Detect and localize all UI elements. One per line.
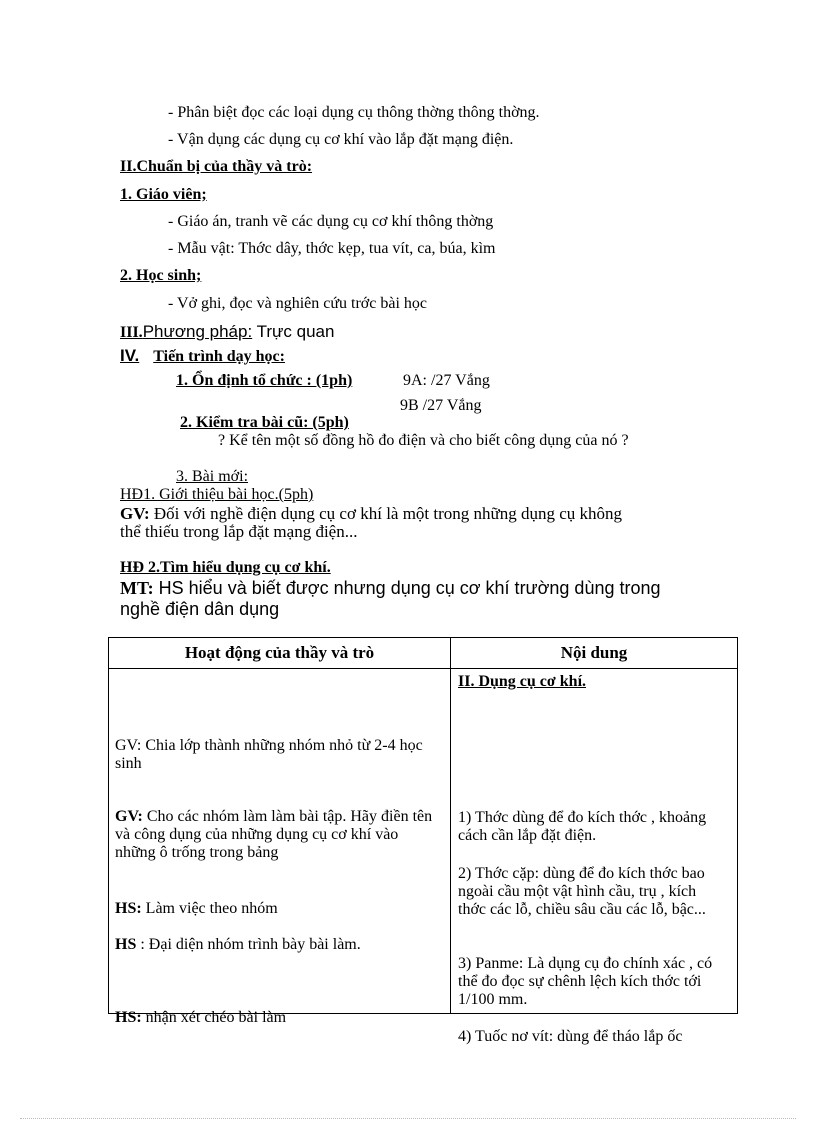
left-para-5-text: nhận xét chéo bài làm: [141, 1009, 287, 1026]
table-left-cell: [109, 669, 451, 1026]
left-para-5: [115, 1009, 441, 1027]
step-2-label: 2. Kiểm tra bài cũ: (5ph): [180, 414, 349, 431]
table-header-content: Nội dung: [451, 638, 738, 669]
right-item-3: 3) Panme: Là dụng cụ đo chính xác , có thể đo đọc sự chênh lệch kích thớc tới 1/100 mm.: [458, 955, 713, 1008]
left-para-2: [115, 808, 441, 862]
right-item-1: 1) Thớc dùng để đo kích thớc , khoảng cách cần lắp đặt điện.: [458, 809, 707, 844]
section-3: [120, 322, 334, 342]
student-heading: 2. Học sinh;: [120, 267, 202, 284]
right-item-4: 4) Tuốc nơ vít: dùng để tháo lắp ốc: [458, 1028, 683, 1045]
hd2-mt-label: MT:: [120, 578, 154, 598]
hd1-title: HĐ1. Giới thiệu bài học.(5ph): [120, 486, 314, 503]
section-4: [120, 346, 285, 366]
objective-line-1: - Phân biệt đọc các loại dụng cụ thông thờng thông thờng.: [168, 104, 540, 121]
left-para-4: [115, 936, 441, 954]
hd2-title: HĐ 2.Tìm hiểu dụng cụ cơ khí.: [120, 559, 331, 576]
hd1-gv-label: GV:: [120, 504, 150, 523]
class-b-attendance: 9B /27 Vắng: [400, 397, 482, 414]
teacher-item-1: - Giáo án, tranh vẽ các dụng cụ cơ khí thông thờng: [168, 213, 494, 230]
left-para-3: [115, 900, 441, 918]
section-3-num: III.: [120, 324, 143, 341]
right-heading: II. Dụng cụ cơ khí.: [458, 673, 587, 690]
table-right-cell: [451, 669, 738, 1045]
class-a-attendance: 9A: /27 Vắng: [403, 372, 490, 389]
left-para-2-text: Cho các nhóm làm làm bài tập. Hãy điền tên và công dụng của những dụng cụ cơ khí vào những ô trống trong bảng: [115, 808, 433, 861]
objective-line-2: - Vận dụng các dụng cụ cơ khí vào lắp đặt mạng điện.: [168, 131, 514, 148]
section-3-label: Phương pháp:: [142, 322, 253, 341]
step-3-label: 3. Bài mới:: [176, 468, 249, 485]
left-para-1: GV: Chia lớp thành những nhóm nhỏ từ 2-4 học sinh: [115, 737, 423, 772]
step-1-label: 1. Ổn định tổ chức : (1ph): [176, 372, 353, 389]
hd1-gv-line-1: [120, 504, 622, 524]
left-para-4-text: : Đại diện nhóm trình bày bài làm.: [136, 936, 361, 953]
section-3-value: Trực quan: [252, 322, 335, 341]
section-2-title: II.Chuẩn bị của thầy và trò:: [120, 158, 313, 175]
page-footer-line: [20, 1118, 796, 1119]
hd2-mt-line-2: nghề điện dân dụng: [120, 599, 280, 619]
teacher-heading: 1. Giáo viên;: [120, 186, 207, 203]
left-para-3-label: HS:: [115, 900, 142, 917]
activity-table: [108, 637, 738, 1045]
left-para-2-label: GV:: [115, 808, 143, 825]
left-para-5-label: HS:: [115, 1009, 142, 1026]
hd2-mt-line-1: [120, 578, 661, 599]
student-item-1: - Vở ghi, đọc và nghiên cứu trớc bài học: [168, 295, 428, 312]
right-item-2: 2) Thớc cặp: dùng để đo kích thớc bao ngoài cầu một vật hình cầu, trụ , kích thớc các lỗ, chiều sâu cầu các lỗ, bậc...: [458, 865, 706, 918]
hd2-mt-text-1: HS hiểu và biết được nhưng dụng cụ cơ khí trường dùng trong: [153, 578, 661, 598]
table-header-activity: Hoạt động của thầy và trò: [109, 638, 451, 669]
section-4-num: IV.: [120, 346, 140, 365]
left-para-3-text: Làm việc theo nhóm: [141, 900, 278, 917]
left-para-4-label: HS: [115, 936, 137, 953]
step-2-question: ? Kể tên một số đồng hồ đo điện và cho biết công dụng của nó ?: [218, 432, 629, 449]
section-4-title: Tiến trình dạy học:: [153, 348, 285, 365]
hd1-gv-line-2: thể thiếu trong lắp đặt mạng điện...: [120, 522, 358, 541]
teacher-item-2: - Mẫu vật: Thớc dây, thớc kẹp, tua vít, ca, búa, kìm: [168, 240, 496, 257]
hd1-gv-text-1: Đối với nghề điện dụng cụ cơ khí là một trong những dụng cụ không: [149, 504, 623, 523]
